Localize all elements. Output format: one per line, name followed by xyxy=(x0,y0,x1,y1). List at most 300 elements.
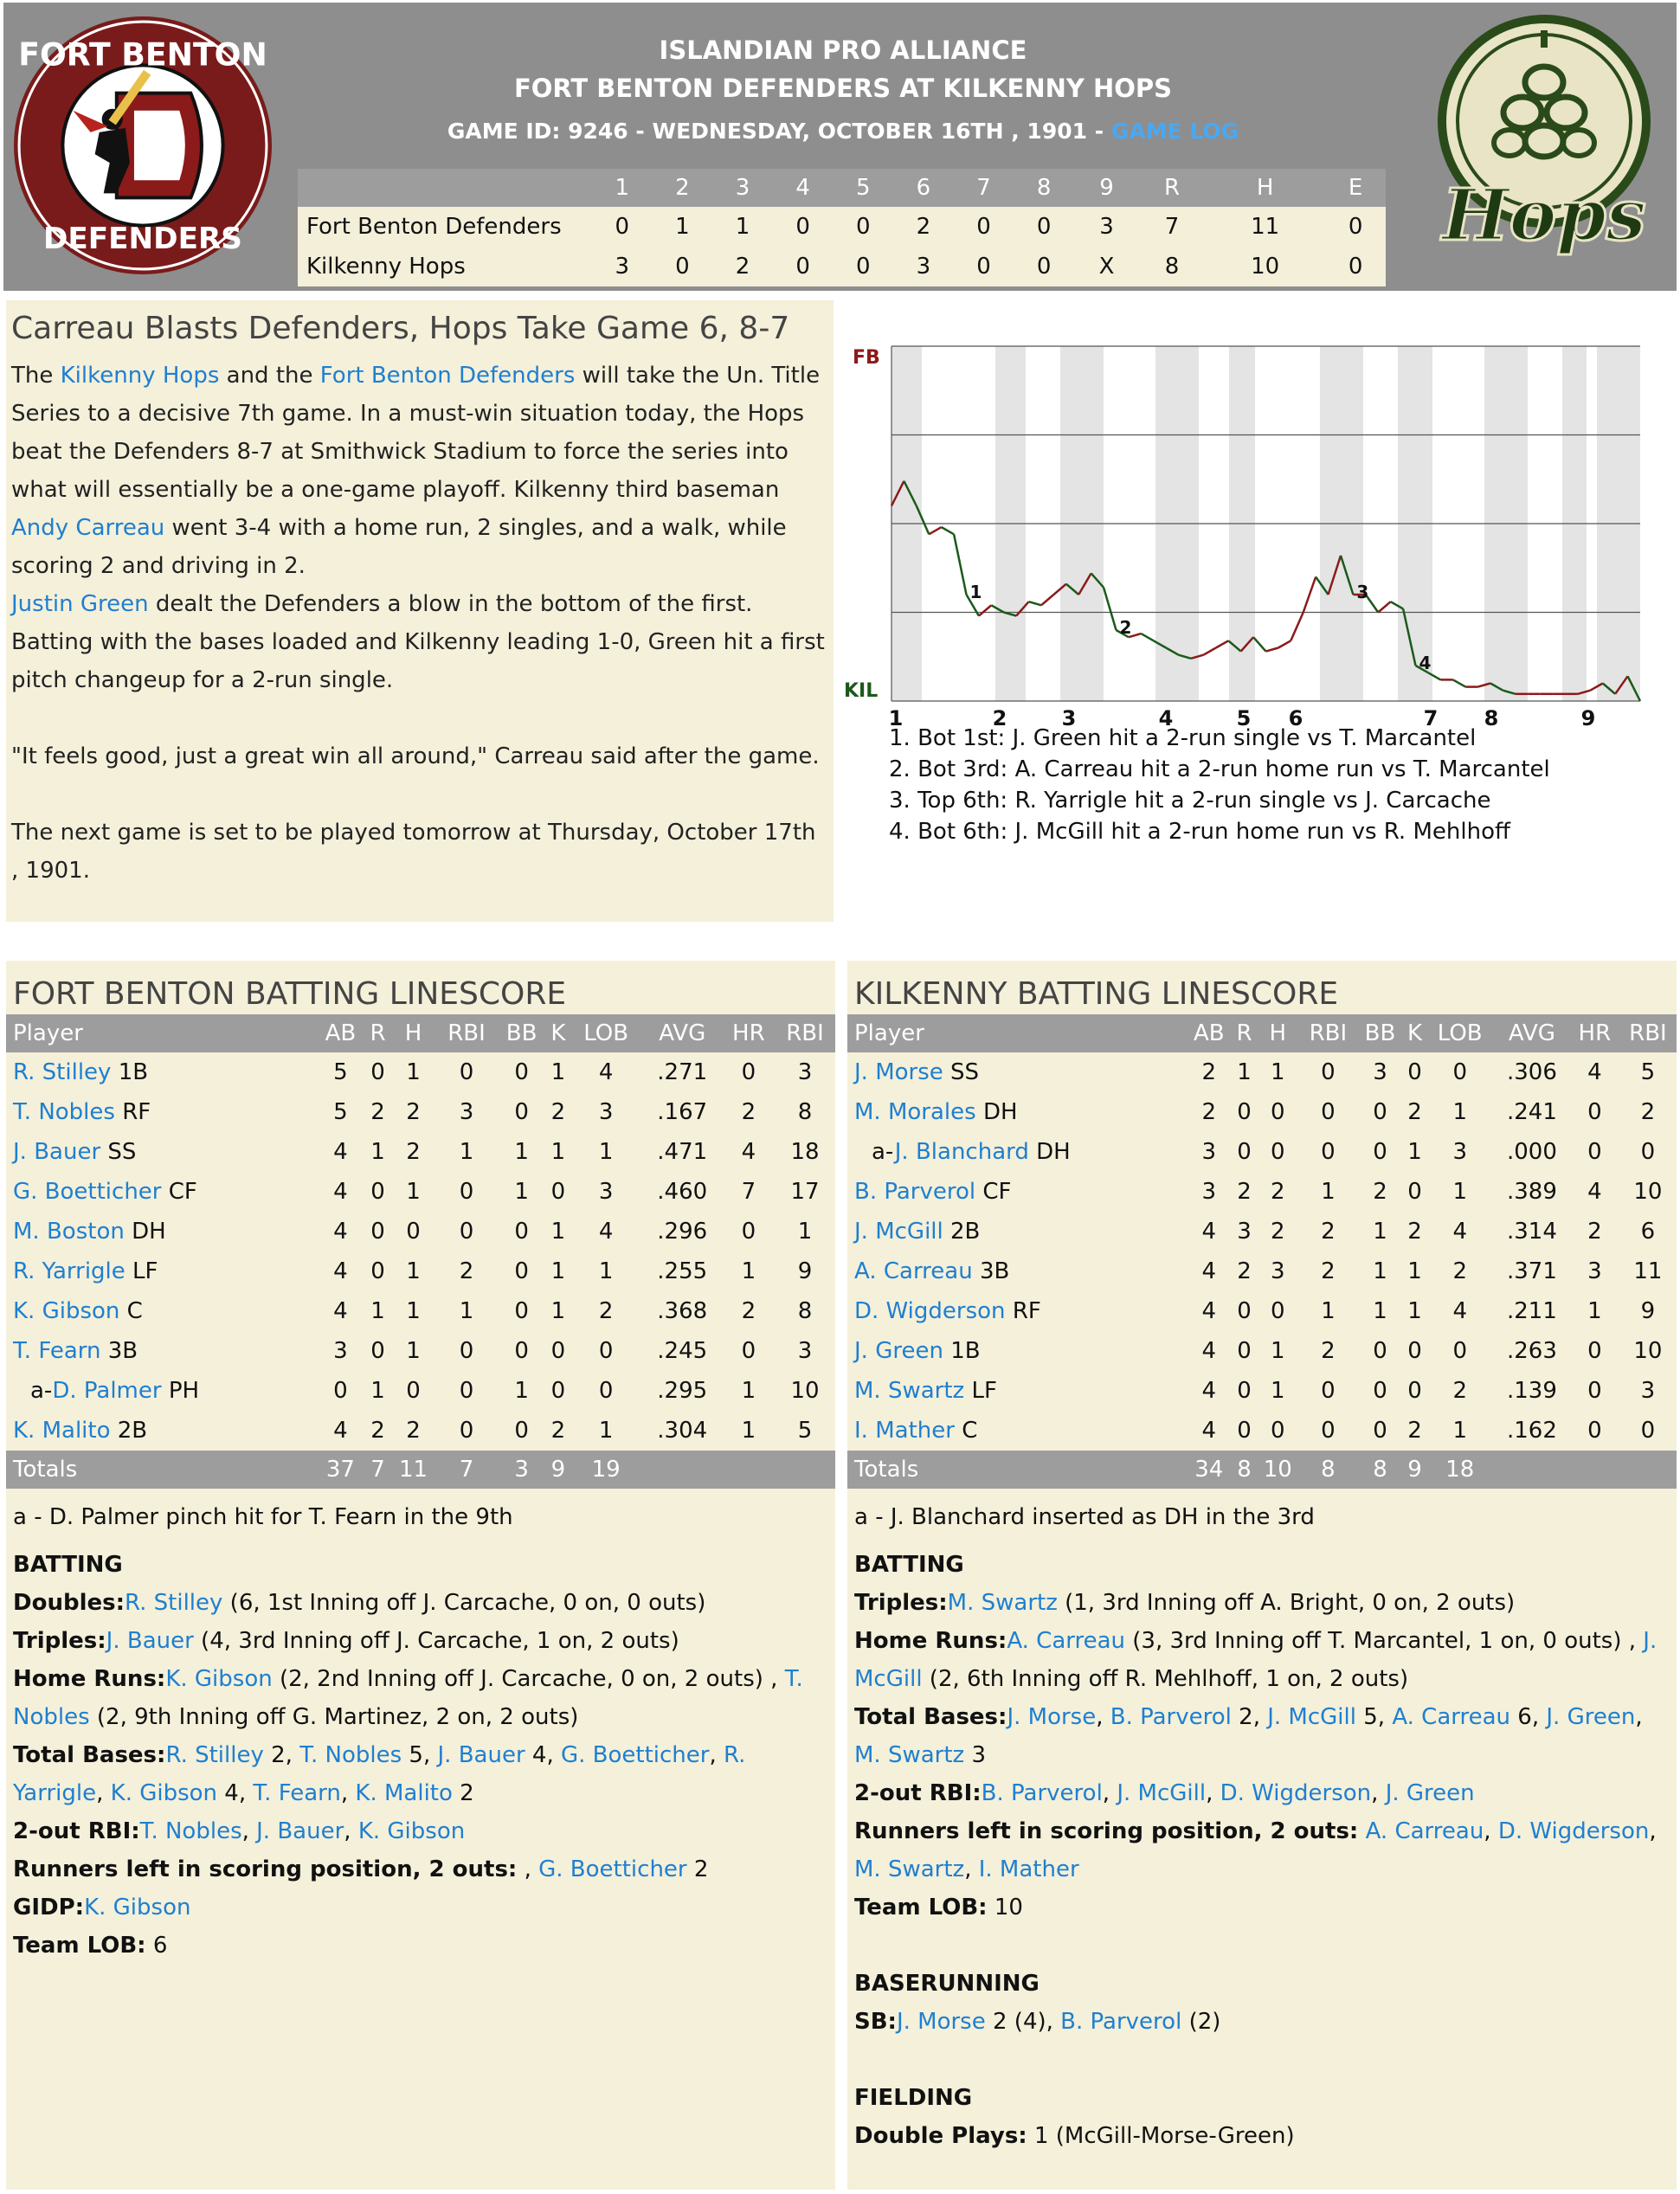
table-row xyxy=(847,1331,1677,1371)
stat-cell: 2 xyxy=(550,1099,566,1125)
stat-cell: 1 xyxy=(1373,1298,1387,1324)
stat-cell: 0 xyxy=(1321,1139,1336,1165)
player-cell xyxy=(847,1172,1186,1212)
player-position: RF xyxy=(1012,1298,1041,1324)
stat-cell: 0 xyxy=(1640,1418,1656,1444)
player-link[interactable]: K. Gibson xyxy=(110,1780,218,1806)
note-text: (2, 9th Inning off G. Martinez, 2 on, 2 outs) xyxy=(89,1704,579,1730)
player-link[interactable]: K. Gibson xyxy=(13,1298,120,1324)
player-cell xyxy=(847,1411,1186,1451)
note-text: 6 xyxy=(145,1933,168,1959)
note-line xyxy=(854,1812,1670,1888)
player-link[interactable]: D. Wigderson xyxy=(1497,1818,1650,1844)
stat-cell: 1 xyxy=(1237,1059,1252,1085)
note-text: (6, 1st Inning off J. Carcache, 0 on, 0 outs) xyxy=(222,1590,706,1616)
table-row xyxy=(6,1371,835,1411)
note-text: (2) xyxy=(1181,2009,1221,2035)
note-text: 2 (4), xyxy=(985,2009,1061,2035)
stat-cell: 0 xyxy=(741,1219,756,1245)
story-link[interactable]: Kilkenny Hops xyxy=(60,363,220,389)
stat-cell: 0 xyxy=(370,1219,385,1245)
player-position: SS xyxy=(950,1059,980,1085)
linescore-cell: 3 xyxy=(893,247,954,286)
note-label: Runners left in scoring position, 2 outs: xyxy=(854,1818,1359,1844)
note-label: Double Plays: xyxy=(854,2123,1027,2149)
player-link[interactable]: J. Bauer xyxy=(13,1139,101,1165)
stat-cell: 0 xyxy=(514,1059,529,1085)
stat-cell: 0 xyxy=(550,1179,566,1205)
stat-cell: 5 xyxy=(333,1059,348,1085)
stat-cell: 2 xyxy=(1237,1258,1252,1284)
player-link[interactable]: J. Morse xyxy=(896,2009,986,2035)
inning-label: 3 xyxy=(1061,706,1077,730)
stat-cell: 1 xyxy=(406,1298,421,1324)
totals-cell: Totals xyxy=(6,1451,316,1489)
stat-cell: 3 xyxy=(1587,1258,1602,1284)
story-paragraph-3: "It feels good, just a great win all around," Carreau said after the game. xyxy=(11,743,820,769)
note-label: 2-out RBI: xyxy=(854,1780,982,1806)
note-line xyxy=(13,1736,828,1812)
note-text: (3, 3rd Inning off T. Marcantel, 1 on, 0 outs) , xyxy=(1125,1628,1644,1654)
totals-cell: 3 xyxy=(497,1451,546,1489)
batting-col-header: RBI xyxy=(1619,1014,1677,1052)
sub-prefix: a- xyxy=(872,1139,895,1165)
player-link[interactable]: A. Carreau xyxy=(854,1258,973,1284)
stat-cell: 1 xyxy=(1587,1298,1602,1324)
stat-cell: 1 xyxy=(1271,1378,1285,1404)
stat-cell: 0 xyxy=(1587,1418,1602,1444)
inning-header: 9 xyxy=(1074,169,1139,207)
player-link[interactable]: T. Nobles xyxy=(139,1818,242,1844)
player-link[interactable]: R. Stilley xyxy=(165,1742,264,1768)
stat-cell: .211 xyxy=(1506,1298,1557,1324)
win-prob-segment xyxy=(1278,640,1291,647)
player-position: DH xyxy=(132,1219,166,1245)
stat-cell: 8 xyxy=(797,1298,813,1324)
stat-cell: 10 xyxy=(790,1378,820,1404)
stat-cell: 2 xyxy=(598,1298,614,1324)
player-link[interactable]: G. Boetticher xyxy=(560,1742,710,1768)
batting-col-header: LOB xyxy=(1426,1014,1494,1052)
batting-col-header: Player xyxy=(6,1014,316,1052)
note-text: , xyxy=(709,1742,724,1768)
table-row xyxy=(6,1092,835,1132)
linescore-cell: 0 xyxy=(1325,247,1386,286)
win-prob-segment xyxy=(1453,679,1465,686)
stat-cell: 1 xyxy=(550,1219,566,1245)
stat-cell: 0 xyxy=(406,1378,421,1404)
stat-cell: 6 xyxy=(1640,1219,1656,1245)
linescore-cell: 0 xyxy=(954,247,1014,286)
player-link[interactable]: J. McGill xyxy=(1117,1780,1207,1806)
note-text: (2, 6th Inning off R. Mehlhoff, 1 on, 2 outs) xyxy=(922,1666,1409,1692)
chart-note: 4. Bot 6th: J. McGill hit a 2-run home run vs R. Mehlhoff xyxy=(889,819,1510,845)
linescore-cell: 0 xyxy=(653,247,713,286)
stat-cell: 1 xyxy=(1452,1179,1467,1205)
stat-cell: 4 xyxy=(598,1059,614,1085)
note-text: (1, 3rd Inning off A. Bright, 0 on, 2 outs) xyxy=(1057,1590,1516,1616)
stat-cell: 3 xyxy=(1373,1059,1387,1085)
linescore-row-away xyxy=(298,207,1386,247)
player-link[interactable]: R. Yarrigle xyxy=(13,1258,126,1284)
player-position: LF xyxy=(971,1378,997,1404)
note-text: 2 xyxy=(686,1856,709,1882)
table-row xyxy=(847,1291,1677,1331)
note-line xyxy=(854,1622,1670,1698)
player-link[interactable]: T. Nobles xyxy=(299,1742,402,1768)
fb-sub-note: a - D. Palmer pinch hit for T. Fearn in the 9th xyxy=(13,1504,513,1530)
stat-cell: 0 xyxy=(514,1258,529,1284)
stat-cell: .368 xyxy=(657,1298,708,1324)
player-link[interactable]: I. Mather xyxy=(854,1418,955,1444)
stat-cell: 0 xyxy=(1587,1099,1602,1125)
stat-cell: 3 xyxy=(1201,1179,1217,1205)
stat-cell: 1 xyxy=(406,1059,421,1085)
note-label: Triples: xyxy=(854,1590,948,1616)
stat-cell: 0 xyxy=(1407,1179,1422,1205)
stat-cell: 4 xyxy=(333,1258,348,1284)
player-link[interactable]: A. Carreau xyxy=(1007,1628,1126,1654)
story-text: The xyxy=(11,363,61,389)
stat-cell: 2 xyxy=(1452,1378,1467,1404)
stat-cell: 4 xyxy=(1452,1298,1467,1324)
fb-batting-notes xyxy=(6,1546,835,1965)
linescore-cell: 1 xyxy=(653,207,713,247)
player-link[interactable]: G. Boetticher xyxy=(538,1856,687,1882)
batting-col-header: AVG xyxy=(1494,1014,1570,1052)
linescore-cell: 2 xyxy=(893,207,954,247)
note-text: , xyxy=(517,1856,539,1882)
stat-cell: 1 xyxy=(598,1139,614,1165)
stat-cell: 7 xyxy=(741,1179,756,1205)
player-link[interactable]: M. Morales xyxy=(854,1099,976,1125)
linescore-cell: 11 xyxy=(1205,207,1325,247)
player-link[interactable]: D. Palmer xyxy=(52,1378,162,1404)
stat-cell: 4 xyxy=(333,1418,348,1444)
stat-cell: 5 xyxy=(1640,1059,1656,1085)
linescore-cell: 3 xyxy=(592,247,653,286)
totals-cell: 8 xyxy=(1356,1451,1403,1489)
stat-cell: 0 xyxy=(1271,1298,1285,1324)
story-link[interactable]: Justin Green xyxy=(11,591,149,617)
stat-cell: 4 xyxy=(1201,1378,1217,1404)
inning-header: E xyxy=(1325,169,1386,207)
table-row xyxy=(6,1291,835,1331)
player-position: 3B xyxy=(979,1258,1010,1284)
player-link[interactable]: J. Bauer xyxy=(437,1742,525,1768)
player-cell xyxy=(847,1052,1186,1092)
player-cell xyxy=(6,1092,316,1132)
player-link[interactable]: B. Parverol xyxy=(981,1780,1103,1806)
note-text: 4, xyxy=(525,1742,561,1768)
player-link[interactable]: R. Stilley xyxy=(124,1590,223,1616)
stat-cell: 0 xyxy=(1321,1099,1336,1125)
stat-cell: 0 xyxy=(1373,1338,1387,1364)
stat-cell: 2 xyxy=(406,1139,421,1165)
player-link[interactable]: J. Green xyxy=(1385,1780,1475,1806)
stat-cell: 0 xyxy=(1237,1139,1252,1165)
stat-cell: 0 xyxy=(741,1059,756,1085)
win-prob-segment xyxy=(1253,637,1265,651)
stat-cell: 1 xyxy=(1407,1139,1422,1165)
win-prob-segment xyxy=(1104,588,1116,630)
stat-cell: 1 xyxy=(797,1219,813,1245)
player-link[interactable]: J. Morse xyxy=(1007,1704,1097,1730)
kilkenny-hops-logo xyxy=(1423,13,1665,273)
inning-header: H xyxy=(1205,169,1325,207)
player-link[interactable]: D. Wigderson xyxy=(854,1298,1006,1324)
player-link[interactable]: A. Carreau xyxy=(1365,1818,1484,1844)
player-link[interactable]: B. Parverol xyxy=(1060,2009,1182,2035)
baserunning-section-header: BASERUNNING xyxy=(854,1971,1040,1997)
note-label: Team LOB: xyxy=(13,1933,146,1959)
stat-cell: 2 xyxy=(1321,1258,1336,1284)
player-cell xyxy=(6,1132,316,1172)
chart-top-label: FB xyxy=(853,347,880,369)
win-prob-segment xyxy=(1291,613,1303,641)
stat-cell: 2 xyxy=(1271,1179,1285,1205)
linescore-cell: 7 xyxy=(1139,207,1205,247)
linescore-cell: 2 xyxy=(712,247,773,286)
stat-cell: 1 xyxy=(370,1298,385,1324)
linescore-cell: 0 xyxy=(773,207,834,247)
player-link[interactable]: K. Malito xyxy=(355,1780,453,1806)
inning-label: 7 xyxy=(1423,706,1439,730)
story-link[interactable]: Andy Carreau xyxy=(11,515,165,541)
player-link[interactable]: T. Fearn xyxy=(253,1780,341,1806)
stat-cell: 3 xyxy=(333,1338,348,1364)
totals-cell-empty xyxy=(775,1451,835,1489)
player-link[interactable]: J. McGill xyxy=(854,1219,943,1245)
stat-cell: 1 xyxy=(459,1139,474,1165)
stat-cell: 2 xyxy=(1407,1219,1422,1245)
batting-col-header: K xyxy=(1404,1014,1426,1052)
inning-label: 8 xyxy=(1484,706,1499,730)
player-position: C xyxy=(126,1298,143,1324)
linescore-cell: 3 xyxy=(1074,207,1139,247)
batting-col-header: Player xyxy=(847,1014,1186,1052)
player-link[interactable]: J. Bauer xyxy=(256,1818,344,1844)
batting-col-header: AVG xyxy=(642,1014,723,1052)
stat-cell: 2 xyxy=(370,1418,385,1444)
player-position: RF xyxy=(122,1099,151,1125)
win-prob-segment xyxy=(1266,648,1278,652)
sub-prefix: a- xyxy=(30,1378,53,1404)
stat-cell: 0 xyxy=(1452,1059,1467,1085)
batting-col-header: HR xyxy=(1570,1014,1619,1052)
totals-row xyxy=(6,1451,835,1489)
stat-cell: 0 xyxy=(514,1099,529,1125)
player-link[interactable]: D. Wigderson xyxy=(1220,1780,1372,1806)
player-position: 1B xyxy=(950,1338,981,1364)
stat-cell: 1 xyxy=(1373,1258,1387,1284)
linescore-cell: 0 xyxy=(954,207,1014,247)
totals-cell: 8 xyxy=(1299,1451,1356,1489)
player-link[interactable]: M. Swartz xyxy=(854,1856,965,1882)
player-link[interactable]: J. Blanchard xyxy=(894,1139,1029,1165)
player-link[interactable]: R. Yarrigle xyxy=(13,1742,746,1806)
stat-cell: 0 xyxy=(598,1378,614,1404)
stat-cell: 0 xyxy=(1640,1139,1656,1165)
story-paragraph-1 xyxy=(11,357,829,585)
stat-cell: 2 xyxy=(1201,1059,1217,1085)
stat-cell: 5 xyxy=(797,1418,813,1444)
stat-cell: 1 xyxy=(550,1258,566,1284)
player-link[interactable]: A. Carreau xyxy=(1392,1704,1511,1730)
stat-cell: 0 xyxy=(514,1298,529,1324)
player-cell xyxy=(6,1331,316,1371)
player-cell xyxy=(847,1291,1186,1331)
linescore-team-name: Fort Benton Defenders xyxy=(298,207,592,247)
table-row xyxy=(6,1331,835,1371)
note-label: Doubles: xyxy=(13,1590,125,1616)
stat-cell: 1 xyxy=(514,1139,529,1165)
linescore-cell: 0 xyxy=(1014,207,1074,247)
stat-cell: 1 xyxy=(1321,1298,1336,1324)
win-prob-segment xyxy=(979,605,991,615)
note-label: 2-out RBI: xyxy=(13,1818,140,1844)
stat-cell: 0 xyxy=(741,1338,756,1364)
stat-cell: 0 xyxy=(1321,1378,1336,1404)
stat-cell: 10 xyxy=(1633,1338,1663,1364)
player-link[interactable]: M. Swartz xyxy=(947,1590,1058,1616)
player-link[interactable]: B. Parverol xyxy=(1110,1704,1232,1730)
player-cell xyxy=(6,1291,316,1331)
linescore-table xyxy=(298,169,1386,286)
stat-cell: 1 xyxy=(550,1139,566,1165)
player-link[interactable]: J. Morse xyxy=(854,1059,943,1085)
note-text: , xyxy=(340,1780,356,1806)
player-link[interactable]: J. McGill xyxy=(854,1628,1657,1692)
totals-cell: 9 xyxy=(1404,1451,1426,1489)
linescore-cell: 0 xyxy=(834,247,894,286)
stat-cell: 2 xyxy=(1321,1219,1336,1245)
player-position: 3B xyxy=(107,1338,138,1364)
table-row xyxy=(847,1052,1677,1092)
stat-cell: 0 xyxy=(550,1378,566,1404)
note-label: SB: xyxy=(854,2009,897,2035)
stat-cell: 2 xyxy=(1373,1179,1387,1205)
linescore-cell: 0 xyxy=(834,207,894,247)
table-row xyxy=(847,1172,1677,1212)
player-position: SS xyxy=(107,1139,137,1165)
note-label: Home Runs: xyxy=(854,1628,1007,1654)
player-link[interactable]: J. McGill xyxy=(1267,1704,1356,1730)
table-row xyxy=(847,1132,1677,1172)
player-link[interactable]: R. Stilley xyxy=(13,1059,112,1085)
player-link[interactable]: B. Parverol xyxy=(854,1179,976,1205)
stat-cell: 3 xyxy=(1237,1219,1252,1245)
story-body xyxy=(11,357,829,890)
player-link[interactable]: M. Boston xyxy=(13,1219,125,1245)
stat-cell: 1 xyxy=(1271,1338,1285,1364)
player-link[interactable]: T. Fearn xyxy=(13,1338,101,1364)
stat-cell: 8 xyxy=(797,1099,813,1125)
note-line xyxy=(13,1888,828,1927)
player-cell xyxy=(847,1331,1186,1371)
stat-cell: 0 xyxy=(370,1338,385,1364)
stat-cell: 2 xyxy=(1237,1179,1252,1205)
player-link[interactable]: K. Gibson xyxy=(165,1666,273,1692)
totals-cell: 10 xyxy=(1256,1451,1299,1489)
player-cell xyxy=(6,1172,316,1212)
note-line xyxy=(13,1584,828,1622)
player-cell xyxy=(847,1132,1186,1172)
player-position: DH xyxy=(1036,1139,1071,1165)
game-log-link[interactable]: GAME LOG xyxy=(1110,119,1239,144)
stat-cell: 0 xyxy=(370,1258,385,1284)
stat-cell: 1 xyxy=(406,1179,421,1205)
player-link[interactable]: J. Green xyxy=(854,1338,943,1364)
stat-cell: 1 xyxy=(1321,1179,1336,1205)
player-link[interactable]: T. Nobles xyxy=(13,1666,803,1730)
stat-cell: 2 xyxy=(1587,1219,1602,1245)
stat-cell: 9 xyxy=(1640,1298,1656,1324)
note-text: 10 xyxy=(987,1895,1023,1921)
note-line xyxy=(854,1888,1670,1927)
linescore-cell: 0 xyxy=(1014,247,1074,286)
player-link[interactable]: K. Gibson xyxy=(84,1895,191,1921)
totals-cell: Totals xyxy=(847,1451,1186,1489)
batting-col-header: LOB xyxy=(570,1014,642,1052)
player-link[interactable]: K. Malito xyxy=(13,1418,111,1444)
note-line xyxy=(13,1850,828,1888)
note-text: 4, xyxy=(217,1780,254,1806)
player-cell xyxy=(847,1092,1186,1132)
totals-cell: 19 xyxy=(570,1451,642,1489)
player-link[interactable]: G. Boetticher xyxy=(13,1179,162,1205)
note-line xyxy=(854,1774,1670,1812)
batting-col-header: H xyxy=(390,1014,436,1052)
player-link[interactable]: M. Swartz xyxy=(854,1378,965,1404)
story-link[interactable]: Fort Benton Defenders xyxy=(319,363,576,389)
player-link[interactable]: M. Swartz xyxy=(854,1742,965,1768)
stat-cell: 0 xyxy=(1373,1099,1387,1125)
totals-cell-empty xyxy=(1494,1451,1570,1489)
player-link[interactable]: J. Green xyxy=(1546,1704,1636,1730)
stat-cell: 0 xyxy=(514,1219,529,1245)
stat-cell: .162 xyxy=(1506,1418,1557,1444)
matchup-title: FORT BENTON DEFENDERS AT KILKENNY HOPS xyxy=(513,74,1173,103)
stat-cell: 4 xyxy=(1201,1338,1217,1364)
stat-cell: 1 xyxy=(741,1418,756,1444)
stat-cell: .241 xyxy=(1506,1099,1557,1125)
player-link[interactable]: J. Bauer xyxy=(106,1628,194,1654)
stat-cell: 0 xyxy=(459,1338,474,1364)
stat-cell: .245 xyxy=(657,1338,708,1364)
stat-cell: 0 xyxy=(1237,1418,1252,1444)
note-text: , xyxy=(1102,1780,1117,1806)
stat-cell: 0 xyxy=(370,1059,385,1085)
player-link[interactable]: T. Nobles xyxy=(13,1099,115,1125)
table-row xyxy=(847,1371,1677,1411)
stat-cell: .271 xyxy=(657,1059,708,1085)
stat-cell: 9 xyxy=(797,1258,813,1284)
stat-cell: .000 xyxy=(1506,1139,1557,1165)
stat-cell: 1 xyxy=(370,1139,385,1165)
kil-batting-table xyxy=(847,1014,1677,1489)
note-text: (4, 3rd Inning off J. Carcache, 1 on, 2 outs) xyxy=(193,1628,679,1654)
player-link[interactable]: K. Gibson xyxy=(357,1818,466,1844)
fort-benton-logo xyxy=(12,15,274,276)
batting-col-header: R xyxy=(365,1014,390,1052)
player-link[interactable]: I. Mather xyxy=(978,1856,1079,1882)
stat-cell: 0 xyxy=(406,1219,421,1245)
stat-cell: 0 xyxy=(1587,1378,1602,1404)
linescore-cell: 0 xyxy=(592,207,653,247)
chart-note: 3. Top 6th: R. Yarrigle hit a 2-run single vs J. Carcache xyxy=(889,788,1491,814)
note-text: , xyxy=(964,1856,979,1882)
